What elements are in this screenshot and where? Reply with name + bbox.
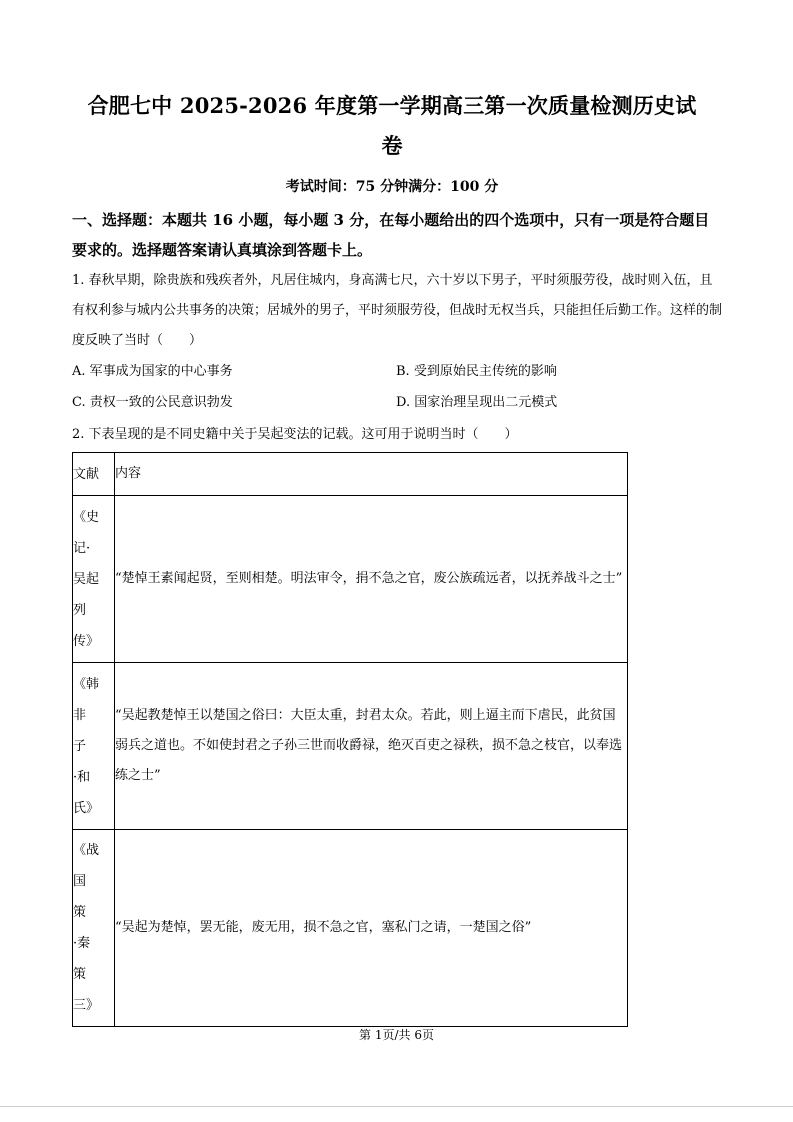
source-line: 策 (73, 967, 87, 982)
exam-time-and-score: 考试时间：75 分钟满分：100 分 (285, 179, 499, 195)
question-1-option-c: C. 责权一致的公民意识勃发 (72, 395, 233, 410)
table-header-content: 内容 (115, 453, 628, 496)
page-number: 第 1页/共 6页 (359, 1028, 434, 1042)
table-row (73, 496, 628, 663)
table-row (73, 830, 628, 1027)
source-line: 氏》 (73, 800, 100, 816)
source-line: 国 (73, 874, 87, 889)
bottom-divider (0, 1106, 793, 1107)
table-cell-source (73, 830, 115, 1027)
source-line: ·和 (73, 769, 91, 785)
question-1-option-a: A. 军事成为国家的中心事务 (72, 364, 233, 379)
question-1-option-d: D. 国家治理呈现出二元模式 (396, 395, 558, 410)
source-line: 记· (73, 540, 91, 556)
table-cell-source (73, 496, 115, 663)
table-cell-source (73, 663, 115, 830)
source-line: 策 (73, 905, 87, 920)
table-cell-content: “吴起教楚悼王以楚国之俗曰：大臣太重，封君太众。若此，则上逼主而下虐民，此贫国弱兵之道也。不如使封君之子孙三世而收爵禄，绝灭百吏之禄秩，损不急之枝官，以奉选练之士” (115, 663, 628, 830)
source-line: 吴起 (73, 571, 100, 587)
source-line: 《战 (73, 843, 100, 858)
question-2-stem: 2. 下表呈现的是不同史籍中关于吴起变法的记载。这可用于说明当时（ ） (72, 427, 518, 442)
exam-title-line-2: 卷 (381, 133, 403, 158)
source-line: 非 (73, 707, 87, 723)
table-cell-content: “吴起为楚悼，罢无能，废无用，损不急之官，塞私门之请，一楚国之俗” (115, 830, 628, 1027)
question-1-option-b: B. 受到原始民主传统的影响 (396, 364, 557, 379)
source-line: 列 (73, 602, 87, 618)
source-line: 《韩 (73, 676, 100, 692)
question-1-stem: 1. 春秋早期，除贵族和残疾者外，凡居住城内，身高满七尺，六十岁以下男子，平时须服劳役，战时则入伍，且有权利参与城内公共事务的决策；居城外的男子，平时须服劳役，但战时无权当兵，只能担任后勤工作。这样的制度反映了当时（ ） (72, 273, 723, 348)
source-line: 《史 (73, 509, 100, 525)
table-cell-content: “楚悼王素闻起贤，至则相楚。明法审令，捐不急之官，废公族疏远者，以抚养战斗之士” (115, 496, 628, 663)
section-heading: 一、选择题：本题共 16 小题，每小题 3 分，在每小题给出的四个选项中，只有一项是符合题目要求的。选择题答案请认真填涂到答题卡上。 (72, 211, 710, 259)
source-line: ·秦 (73, 936, 91, 951)
exam-title-line-1: 合肥七中 2025-2026 年度第一学期高三第一次质量检测历史试 (87, 93, 697, 118)
table-header-row (73, 453, 628, 496)
source-line: 三》 (73, 998, 100, 1013)
source-line: 子 (73, 738, 87, 754)
source-line: 传》 (73, 633, 100, 649)
table-row (73, 663, 628, 830)
table-header-source: 文献 (73, 453, 115, 496)
question-2-table (72, 452, 628, 1027)
